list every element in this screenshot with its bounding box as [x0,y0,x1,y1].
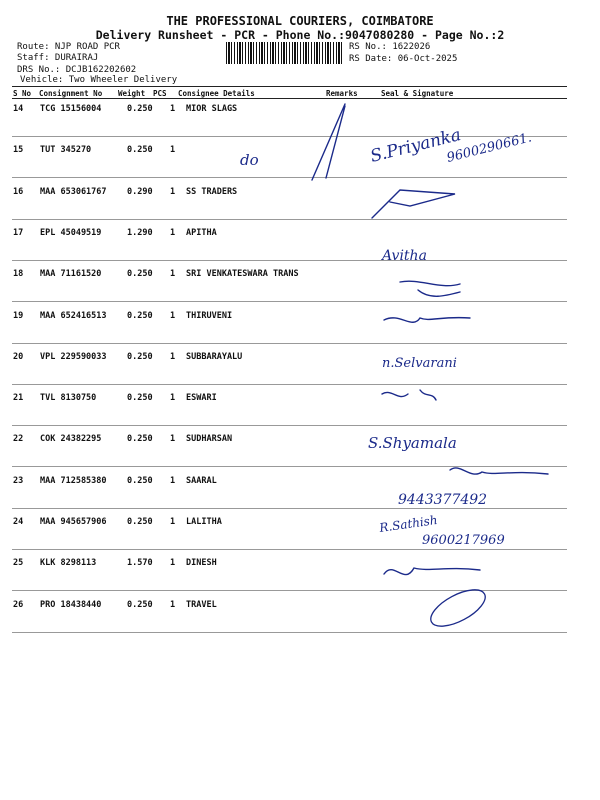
row-consignee: ESWARI [186,393,217,404]
row-pcs: 1 [170,227,176,238]
row-sno: 25 [13,558,24,569]
row-weight: 0.250 [127,393,153,404]
row-pcs: 1 [170,186,176,197]
phone-15: 9600290661. [445,130,534,166]
signature-17: Avitha [382,248,427,264]
row-consignment: TCG 15156004 [40,104,102,114]
rs-date: RS Date: 06-Oct-2025 [349,54,458,64]
row-consignee: DINESH [186,558,217,569]
row-consignee: TRAVEL [186,599,217,610]
seal-flourish-25 [384,568,480,575]
signature-24: R.Sathish [378,512,439,535]
circular-seal-26 [425,582,490,633]
seal-flourish-21 [382,390,436,400]
row-sno: 23 [13,475,24,486]
row-weight: 1.290 [127,227,153,238]
row-consignment: VPL 229590033 [40,351,107,362]
row-consignment: EPL 45049519 [40,227,102,238]
signature-15: S.Priyanka [368,125,464,167]
row-sno: 15 [13,145,24,156]
row-consignment: MAA 945657906 [40,517,107,527]
row-pcs: 1 [170,517,176,527]
phone-24: 9600217969 [422,533,505,548]
col-weight: Weight [118,89,146,98]
row-consignee: SUBBARAYALU [186,351,243,362]
col-pcs: PCS [153,89,167,98]
row-weight: 0.250 [127,599,153,610]
row-pcs: 1 [170,599,176,610]
col-consignee: Consignee Details [178,89,255,98]
row-pcs: 1 [170,145,176,156]
row-pcs: 1 [170,104,176,114]
route-label: Route: NJP ROAD PCR [17,42,120,52]
row-weight: 0.250 [127,434,153,445]
col-sno: S No [13,89,32,98]
rs-number: RS No.: 1622026 [349,42,431,52]
row-consignee: APITHA [186,227,217,238]
signature-22: S.Shyamala [368,434,457,452]
row-sno: 14 [13,104,24,114]
row-consignee: THIRUVENI [186,310,233,321]
row-pcs: 1 [170,475,176,486]
row-weight: 0.250 [127,269,153,280]
row-weight: 0.250 [127,475,153,486]
row-pcs: 1 [170,310,176,321]
seal-stroke-16 [372,190,455,218]
row-sno: 26 [13,599,24,610]
col-remarks: Remarks [326,89,358,98]
row-consignment: MAA 71161520 [40,269,102,280]
row-weight: 0.250 [127,104,153,114]
vehicle-label: Vehicle: Two Wheeler Delivery [20,75,178,85]
remark-stroke [312,104,345,180]
phone-23: 9443377492 [398,492,488,508]
row-pcs: 1 [170,434,176,445]
row-pcs: 1 [170,393,176,404]
row-consignee: LALITHA [186,517,222,527]
staff-label: Staff: DURAIRAJ [17,53,99,63]
row-consignment: COK 24382295 [40,434,102,445]
row-sno: 20 [13,351,24,362]
row-sno: 18 [13,269,24,280]
row-pcs: 1 [170,269,176,280]
col-signature: Seal & Signature [381,89,454,98]
row-consignment: TVL 8130750 [40,393,97,404]
row-weight: 0.250 [127,310,153,321]
row-consignee: SRI VENKATESWARA TRANS [186,269,299,280]
drs-number: DRS No.: DCJB162202602 [17,65,137,75]
row-consignee: SS TRADERS [186,186,238,197]
row-sno: 22 [13,434,24,445]
row-consignment: TUT 345270 [40,145,92,156]
row-sno: 21 [13,393,24,404]
row-weight: 0.250 [127,145,153,156]
row-sno: 16 [13,186,24,197]
remark-ditto: do [240,151,259,169]
row-consignee: SAARAL [186,475,217,486]
row-pcs: 1 [170,558,176,569]
runsheet-subtitle: Delivery Runsheet - PCR - Phone No.:9047080280 - Page No.:2 [95,28,505,42]
row-consignment: MAA 712585380 [40,475,107,486]
row-sno: 17 [13,227,24,238]
signature-20: n.Selvarani [382,356,457,371]
row-weight: 0.250 [127,517,153,527]
seal-flourish-19 [384,318,470,323]
row-consignee: MIOR SLAGS [186,104,238,114]
row-consignment: MAA 653061767 [40,186,107,197]
row-consignment: PRO 18438440 [40,599,102,610]
row-consignment: KLK 8298113 [40,558,97,569]
row-consignee: SUDHARSAN [186,434,233,445]
row-sno: 24 [13,517,24,527]
seal-flourish-18 [400,281,460,296]
row-sno: 19 [13,310,24,321]
row-consignment: MAA 652416513 [40,310,107,321]
row-pcs: 1 [170,351,176,362]
col-consignment: Consignment No [39,89,103,98]
row-weight: 1.570 [127,558,153,569]
company-title: THE PROFESSIONAL COURIERS, COIMBATORE [166,14,434,28]
row-weight: 0.250 [127,351,153,362]
row-weight: 0.290 [127,186,153,197]
seal-flourish-23 [450,468,548,474]
